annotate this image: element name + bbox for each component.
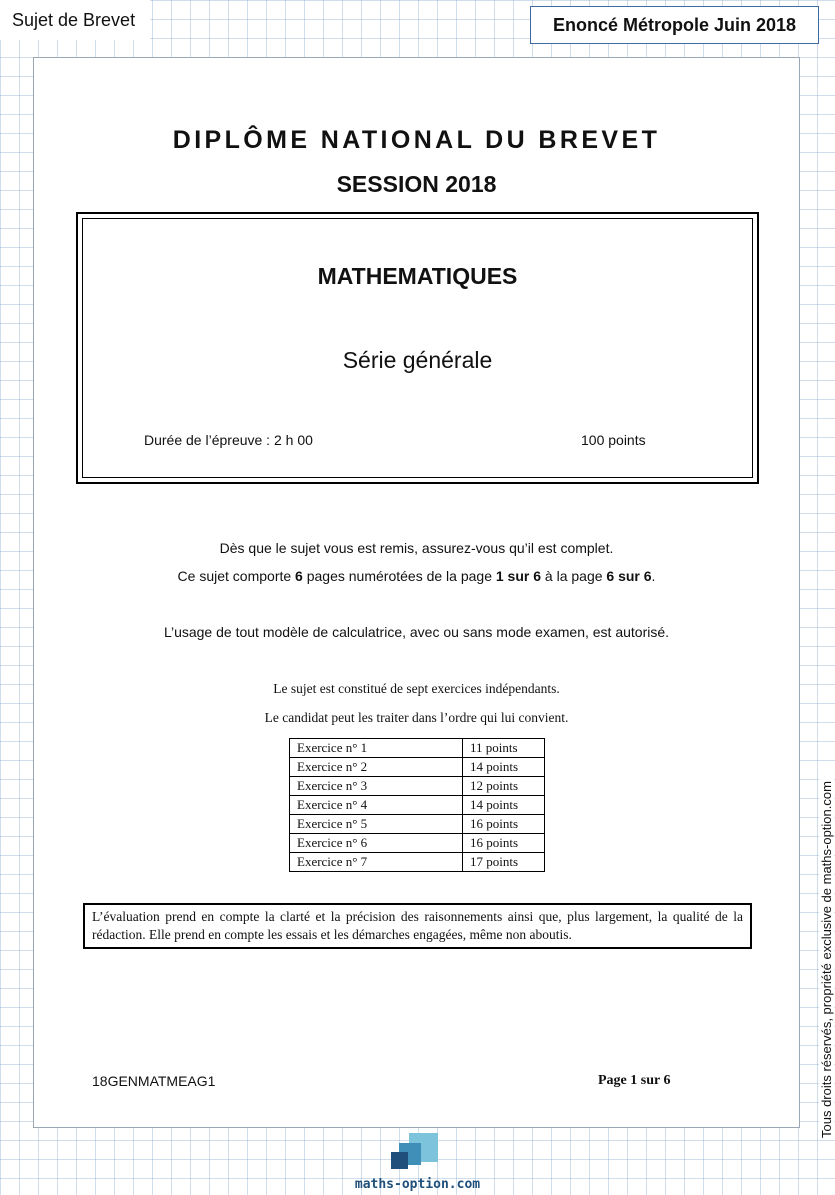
intro-line-2-part: Ce sujet comporte <box>177 568 296 584</box>
exercise-name: Exercice n° 5 <box>290 815 463 834</box>
exercise-name: Exercice n° 4 <box>290 796 463 815</box>
exercise-row <box>290 777 545 796</box>
exercise-points: 14 points <box>463 796 545 815</box>
exercise-points: 16 points <box>463 815 545 834</box>
intro-line-2 <box>34 568 799 584</box>
logo-square-dark <box>391 1152 408 1169</box>
intro-line-2-part: . <box>651 568 656 584</box>
session-label: SESSION 2018 <box>336 171 497 197</box>
exam-code: 18GENMATMEAG1 <box>92 1073 216 1089</box>
copyright-side-text: Tous droits réservés, propriété exclusive de maths-option.com <box>819 781 834 1138</box>
exercise-row <box>290 815 545 834</box>
page-number: Page 1 sur 6 <box>598 1073 671 1088</box>
duration-label: Durée de l’épreuve : 2 h 00 <box>144 432 313 448</box>
intro-line-1: Dès que le sujet vous est remis, assurez-vous qu’il est complet. <box>219 540 614 556</box>
evaluation-notice: L’évaluation prend en compte la clarté et la précision des raisonnements ainsi que, plus largement, la qualité de la rédaction. Elle prend en compte les essais et les démarches engagées, même non aboutis. <box>83 903 752 949</box>
exercise-name: Exercice n° 6 <box>290 834 463 853</box>
exercise-name: Exercice n° 3 <box>290 777 463 796</box>
exercise-points: 14 points <box>463 758 545 777</box>
exercise-name: Exercice n° 1 <box>290 739 463 758</box>
subject-title: MATHEMATIQUES <box>317 263 518 289</box>
total-points-label: 100 points <box>581 432 646 448</box>
exercise-row <box>290 758 545 777</box>
exercise-points: 16 points <box>463 834 545 853</box>
exam-page <box>33 57 800 1128</box>
exercise-points: 11 points <box>463 739 545 758</box>
exercise-points: 12 points <box>463 777 545 796</box>
logo-text: maths-option.com <box>354 1177 481 1192</box>
exercise-row <box>290 853 545 872</box>
exercise-name: Exercice n° 7 <box>290 853 463 872</box>
intro-line-2-part: à la page <box>541 568 607 584</box>
intro-line-2-last-page: 6 sur 6 <box>606 568 652 584</box>
maths-option-logo-icon <box>388 1133 448 1177</box>
serie-label: Série générale <box>342 347 493 373</box>
header-right-label: Enoncé Métropole Juin 2018 <box>530 6 819 44</box>
page-title: DIPLÔME NATIONAL DU BREVET <box>172 126 661 154</box>
subject-frame-inner <box>82 218 753 478</box>
exercises-intro-1: Le sujet est constitué de sept exercices indépendants. <box>273 681 560 696</box>
intro-line-2-first-page: 1 sur 6 <box>495 568 542 584</box>
exercise-row <box>290 796 545 815</box>
calculator-notice: L’usage de tout modèle de calculatrice, avec ou sans mode examen, est autorisé. <box>163 624 670 640</box>
exercises-table <box>289 738 545 872</box>
header-left-label: Sujet de Brevet <box>0 0 150 40</box>
exercises-intro-2: Le candidat peut les traiter dans l’ordre qui lui convient. <box>264 710 569 725</box>
subject-frame <box>76 212 759 484</box>
intro-line-2-pages-count: 6 <box>295 568 303 584</box>
exercise-points: 17 points <box>463 853 545 872</box>
exercise-row <box>290 834 545 853</box>
intro-line-2-part: pages numérotées de la page <box>302 568 496 584</box>
exercise-name: Exercice n° 2 <box>290 758 463 777</box>
exercise-row <box>290 739 545 758</box>
